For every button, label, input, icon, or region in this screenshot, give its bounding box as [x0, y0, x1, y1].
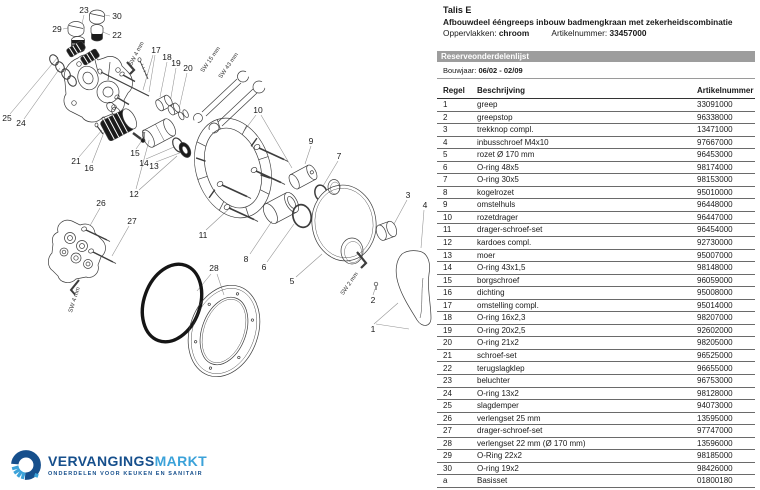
table-row: 24 O-ring 13x2 98128000: [437, 388, 755, 401]
column-beschrijving: Beschrijving: [477, 86, 526, 95]
escutcheon-plate: [307, 180, 381, 266]
part-callout: 11: [198, 229, 208, 240]
part-callout: 13: [149, 160, 159, 171]
extension-set: [132, 253, 272, 387]
table-row: 22 terugslagklep 96655000: [437, 362, 755, 375]
table-row: 9 omstelhuls 96448000: [437, 199, 755, 212]
table-row: 27 drager-schroef-set 97747000: [437, 425, 755, 438]
table-row: 5 rozet Ø 170 mm 96453000: [437, 149, 755, 162]
part-callout: 3: [405, 189, 411, 200]
table-row: 6 O-ring 48x5 98174000: [437, 162, 755, 175]
table-row: 13 moer 95007000: [437, 250, 755, 263]
part-callout: 26: [96, 197, 106, 208]
parts-list-panel: [437, 0, 755, 488]
table-row: 4 inbusschroef M4x10 97667000: [437, 137, 755, 150]
logo-word-secondary: MARKT: [154, 452, 208, 469]
logo-spinner-icon: [10, 449, 42, 481]
vervangingsmarkt-logo: [10, 449, 207, 481]
tool-size-label: SW 43 mm: [218, 52, 240, 80]
table-header: [437, 85, 755, 99]
part-callout: 9: [308, 135, 314, 146]
table-row: 17 omstelling compl. 95014000: [437, 300, 755, 313]
table-row: 28 verlengset 22 mm (Ø 170 mm) 13596000: [437, 438, 755, 451]
part-callout: 5: [289, 275, 295, 286]
build-year-row: [437, 62, 755, 79]
part-callout: 12: [129, 188, 139, 199]
build-year-label: Bouwjaar:: [443, 66, 477, 75]
part-callout: 17: [151, 44, 161, 55]
table-row: 20 O-ring 21x2 98205000: [437, 337, 755, 350]
table-row: 21 schroef-set 96525000: [437, 350, 755, 363]
section-title-bar: Reserveonderdelenlijst: [437, 51, 755, 62]
pull-knob: [374, 220, 398, 242]
logo-word-primary: VERVANGINGS: [48, 452, 155, 469]
table-row: 16 dichting 95008000: [437, 287, 755, 300]
column-artikelnummer: Artikelnummer: [697, 86, 754, 95]
logo-wordmark: [48, 454, 207, 469]
part-callout: 25: [2, 112, 12, 123]
table-row: 23 beluchter 96753000: [437, 375, 755, 388]
article-label: Artikelnummer:: [551, 28, 608, 38]
part-callout: 30: [112, 10, 122, 21]
table-row: 3 trekknop compl. 13471000: [437, 124, 755, 137]
build-year-value: 06/02 - 02/09: [478, 66, 523, 75]
part-callout: 28: [209, 262, 219, 273]
table-row: 2 greepstop 96338000: [437, 112, 755, 125]
table-row: 11 drager-schroef-set 96454000: [437, 224, 755, 237]
tool-size-label: SW 2 mm: [339, 271, 361, 297]
basic-set-manifold: [48, 220, 116, 294]
table-row: 26 verlengset 25 mm 13595000: [437, 413, 755, 426]
table-row: 30 O-ring 19x2 98426000: [437, 463, 755, 476]
table-row: 18 O-ring 16x2,3 98207000: [437, 312, 755, 325]
tool-size-label: SW 4 mm: [68, 286, 82, 314]
part-callout: 7: [336, 150, 342, 161]
table-row: 8 kogelrozet 95010000: [437, 187, 755, 200]
surface-label: Oppervlakken:: [443, 28, 497, 38]
product-description: Afbouwdeel ééngreeps inbouw badmengkraan met zekerheidscombinatie: [443, 17, 733, 27]
table-row: 19 O-ring 20x2,5 92602000: [437, 325, 755, 338]
table-row: 1 greep 33091000: [437, 99, 755, 112]
tool-size-label: SW 4 mm: [128, 40, 146, 68]
part-callout: 22: [112, 29, 122, 40]
table-row: 7 O-ring 30x5 98153000: [437, 174, 755, 187]
table-row: 29 O-Ring 22x2 98185000: [437, 450, 755, 463]
part-callout: 19: [171, 57, 181, 68]
part-callout: 16: [84, 162, 94, 173]
part-callout: 10: [253, 104, 263, 115]
part-callout: 1: [370, 323, 376, 334]
part-callout: 8: [243, 253, 249, 264]
surface-value: chroom: [498, 28, 530, 38]
article-value: 33457000: [609, 28, 647, 38]
diverter-small-parts: [154, 94, 189, 121]
table-row: a Basisset 01800180: [437, 475, 755, 488]
part-callout: 6: [261, 261, 267, 272]
part-callout: 4: [422, 199, 428, 210]
part-callout: 21: [71, 155, 81, 166]
column-regel: Regel: [443, 86, 465, 95]
part-callout: 23: [79, 4, 89, 15]
part-callout: 29: [52, 23, 62, 34]
table-row: 12 kardoes compl. 92730000: [437, 237, 755, 250]
table-row: 10 rozetdrager 96447000: [437, 212, 755, 225]
logo-tagline: ONDERDELEN VOOR KEUKEN EN SANITAIR: [48, 470, 203, 477]
tool-size-label: SW 15 mm: [200, 46, 222, 74]
part-callout: 2: [370, 294, 376, 305]
handle: [357, 251, 431, 326]
product-title: Talis E: [443, 5, 472, 15]
part-callout: 14: [139, 157, 149, 168]
table-row: 14 O-ring 43x1,5 98148000: [437, 262, 755, 275]
part-callout: 24: [16, 117, 26, 128]
table-row: 15 borgschroef 96059000: [437, 275, 755, 288]
part-callout: 27: [127, 215, 137, 226]
table-row: 25 slagdemper 94073000: [437, 400, 755, 413]
part-callout: 20: [183, 62, 193, 73]
product-meta: [437, 28, 755, 39]
part-callout: 15: [130, 147, 140, 158]
parts-table-body: [437, 99, 755, 488]
part-callout: 18: [162, 51, 172, 62]
